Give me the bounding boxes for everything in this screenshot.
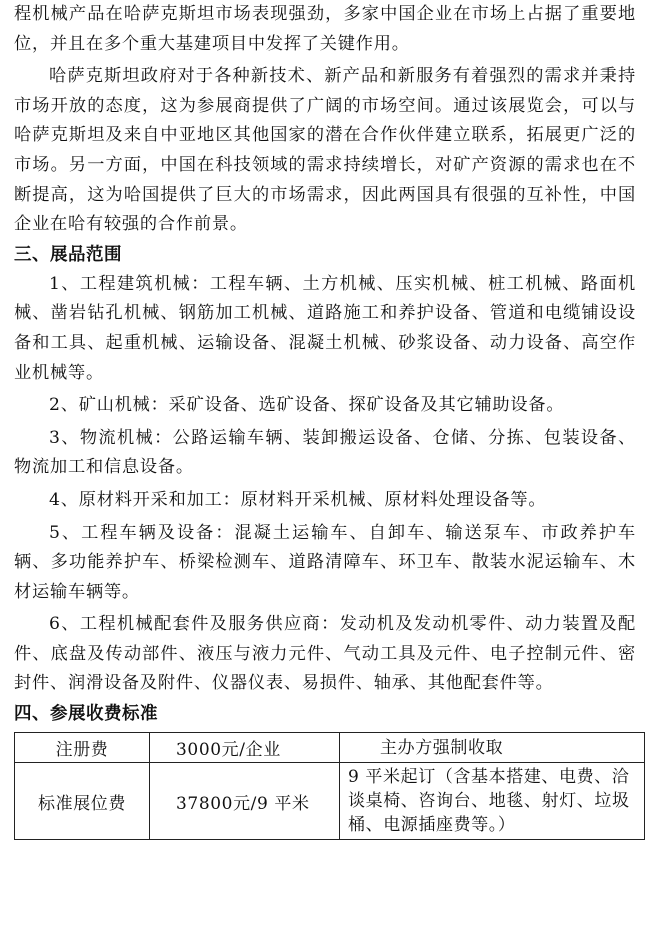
exhibit-item-2: 2、矿山机械：采矿设备、选矿设备、探矿设备及其它辅助设备。 <box>49 395 565 416</box>
section-3-heading: 三、展品范围 <box>14 244 122 265</box>
intro-paragraph-tail: 程机械产品在哈萨克斯坦市场表现强劲，多家中国企业在市场上占据了重要地位，并且在多个重大基建项目中发挥了关键作用。 <box>14 4 636 54</box>
fee-item-cell: 注册费 <box>15 733 150 763</box>
exhibit-item-1: 1、工程建筑机械：工程车辆、土方机械、压实机械、桩工机械、路面机械、凿岩钻孔机械、钢筋加工机械、道路施工和养护设备、管道和电缆铺设设备和工具、起重机械、运输设备、混凝土机械、砂浆设备、动力设备、高空作业机械等。 <box>14 273 636 383</box>
fee-price-cell: 3000元/企业 <box>150 733 340 763</box>
table-row <box>15 763 645 840</box>
fee-table <box>14 732 645 840</box>
fee-price-cell: 37800元/9 平米 <box>150 763 340 840</box>
exhibit-item-5: 5、工程车辆及设备：混凝土运输车、自卸车、输送泵车、市政养护车辆、多功能养护车、桥梁检测车、道路清障车、环卫车、散装水泥运输车、木材运输车辆等。 <box>14 522 636 602</box>
exhibit-item-6: 6、工程机械配套件及服务供应商：发动机及发动机零件、动力装置及配件、底盘及传动部件、液压与液力元件、气动工具及元件、电子控制元件、密封件、润滑设备及附件、仪器仪表、易损件、轴承、其他配套件等。 <box>14 614 636 694</box>
exhibit-item-3: 3、物流机械：公路运输车辆、装卸搬运设备、仓储、分拣、包装设备、物流加工和信息设备。 <box>14 427 636 478</box>
fee-note-cell: 9 平米起订（含基本搭建、电费、洽谈桌椅、咨询台、地毯、射灯、垃圾桶、电源插座费等。） <box>340 763 645 840</box>
exhibit-item-4: 4、原材料开采和加工：原材料开采机械、原材料处理设备等。 <box>49 489 547 510</box>
market-paragraph: 哈萨克斯坦政府对于各种新技术、新产品和新服务有着强烈的需求并秉持市场开放的态度，这为参展商提供了广阔的市场空间。通过该展览会，可以与哈萨克斯坦及来自中亚地区其他国家的潜在合作伙伴建立联系，拓展更广泛的市场。另一方面，中国在科技领域的需求持续增长，对矿产资源的需求也在不断提高，这为哈国提供了巨大的市场需求，因此两国具有很强的互补性，中国企业在哈有较强的合作前景。 <box>14 66 636 235</box>
fee-item-cell: 标准展位费 <box>15 763 150 840</box>
table-row <box>15 733 645 763</box>
fee-note-cell: 主办方强制收取 <box>340 733 645 763</box>
section-4-heading: 四、参展收费标准 <box>14 704 158 725</box>
